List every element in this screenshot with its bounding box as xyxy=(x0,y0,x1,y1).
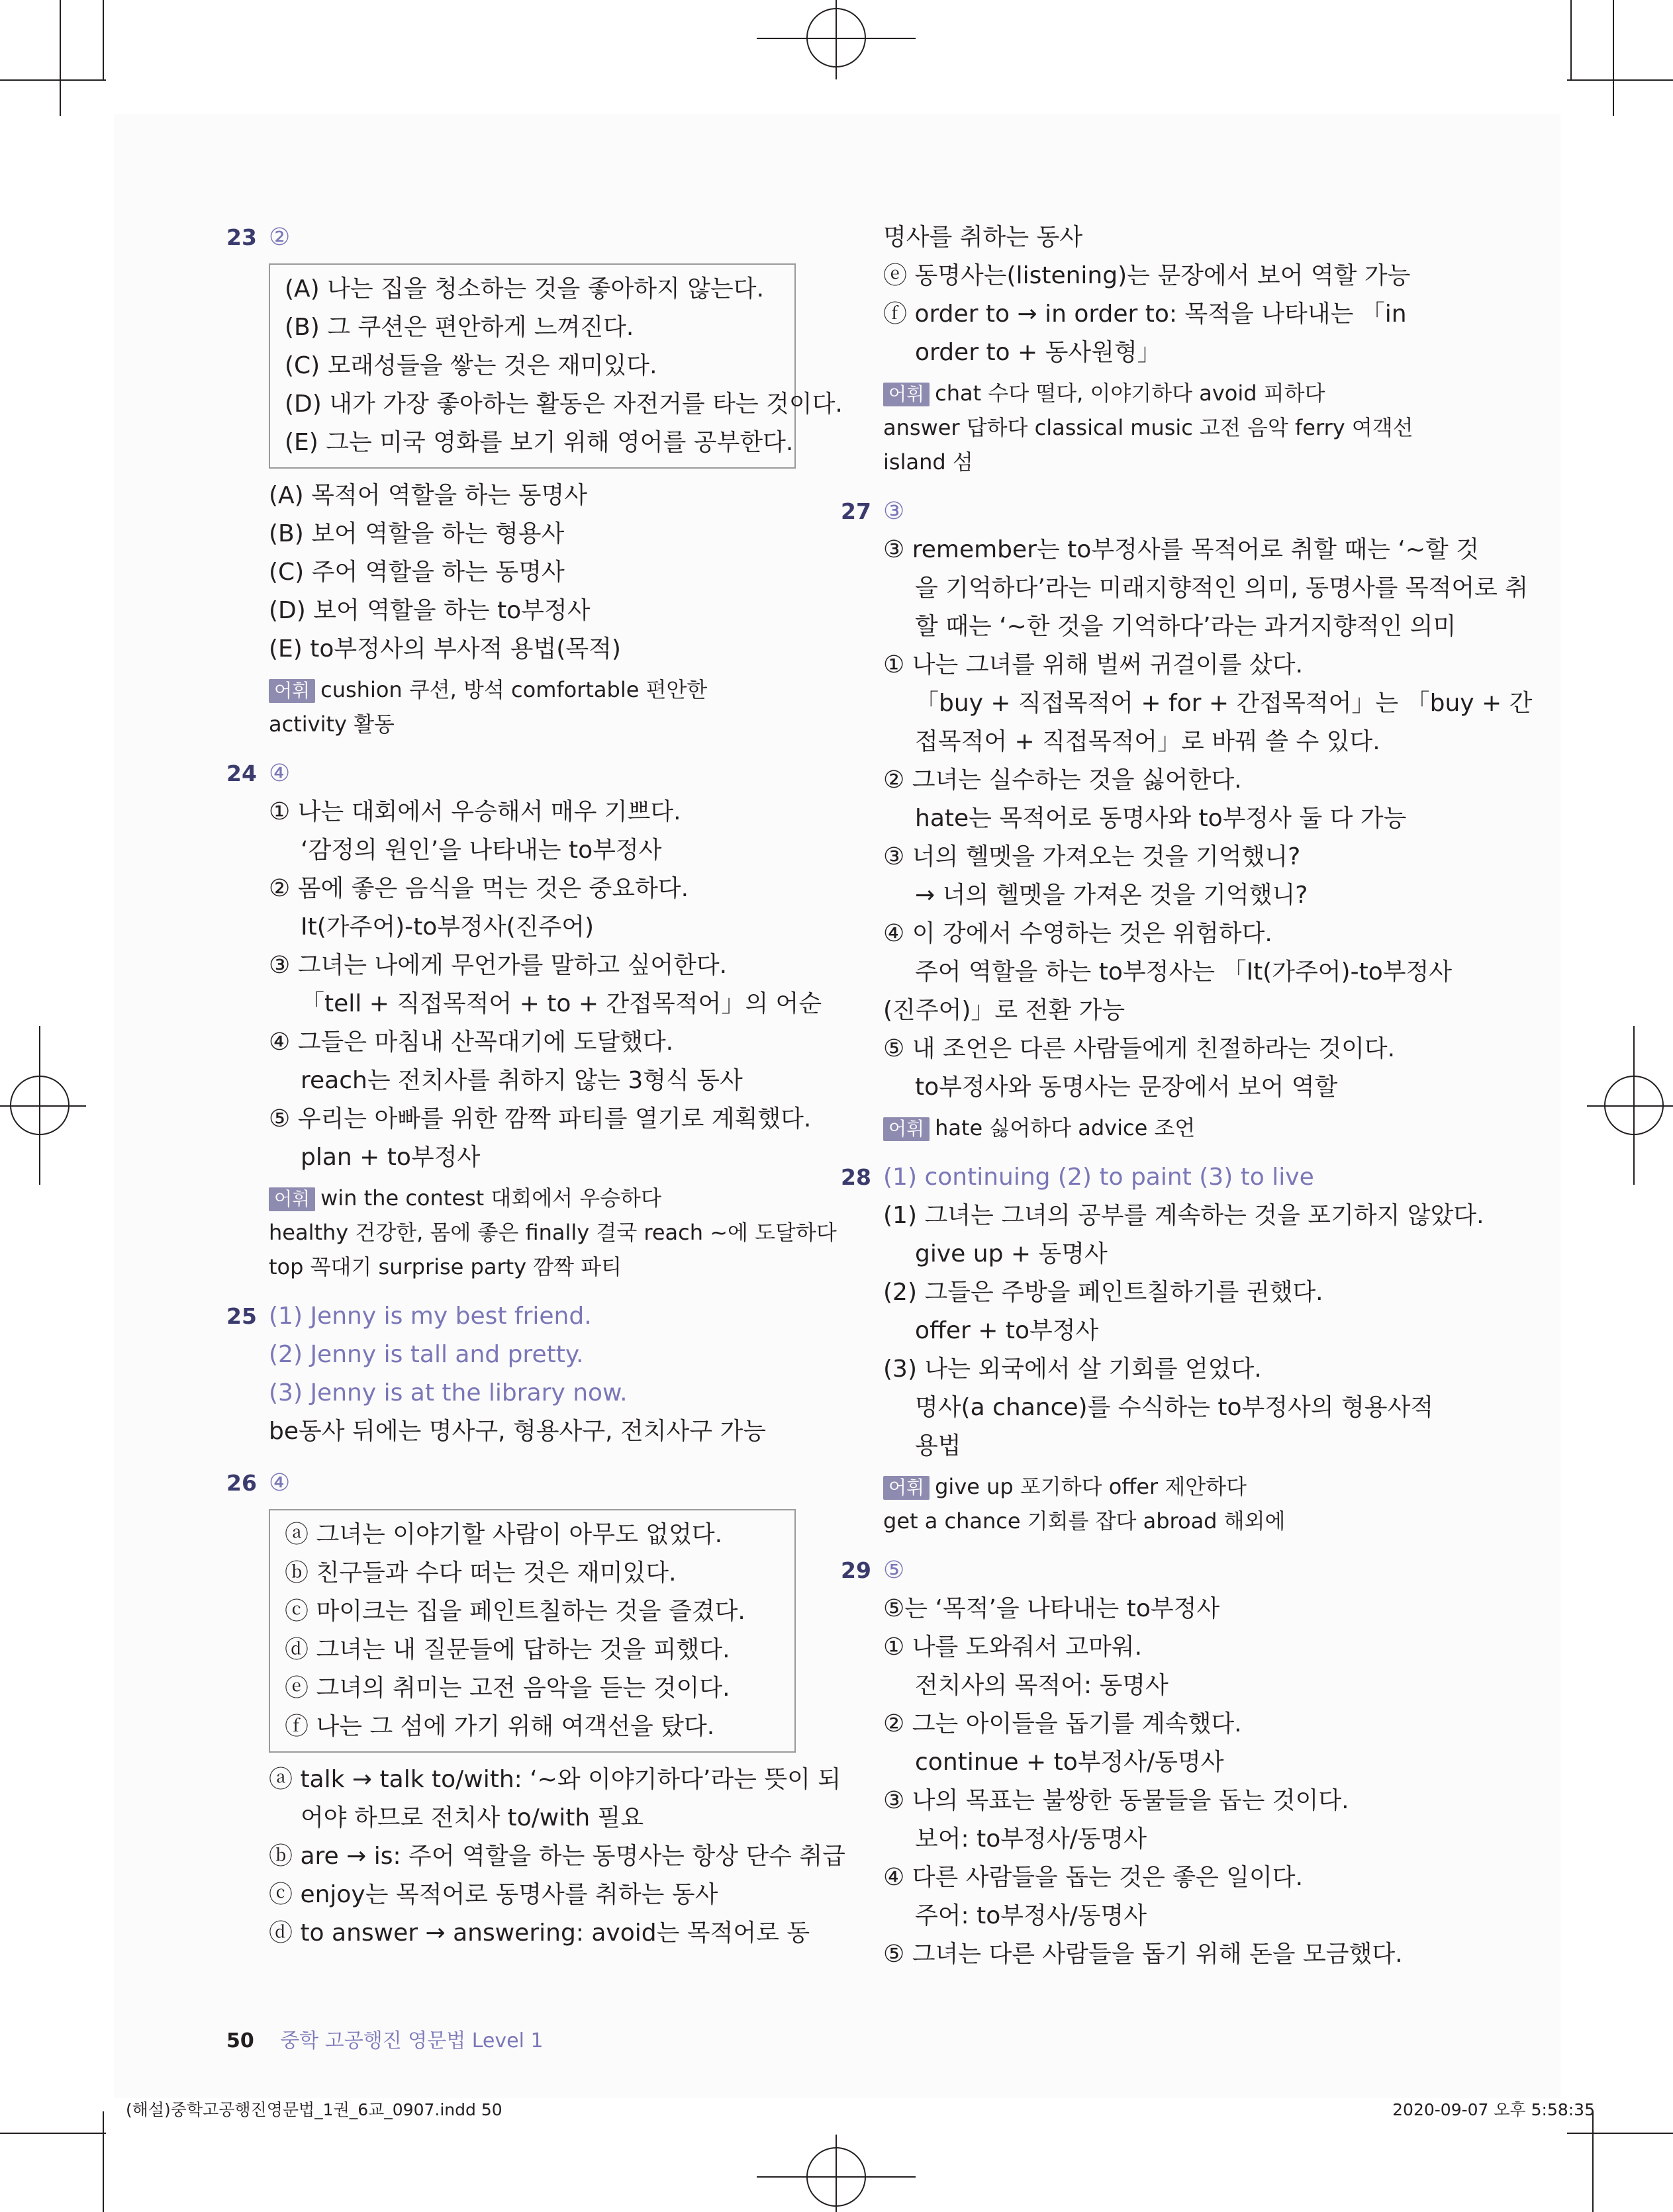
crop-mark xyxy=(1613,0,1614,116)
explanation-line: (D) 보어 역할을 하는 to부정사 xyxy=(269,597,591,624)
answer-line: (1) Jenny is my best friend. xyxy=(269,1303,592,1330)
question-answer: ④ xyxy=(269,760,291,787)
explanation-line: ② 몸에 좋은 음식을 먹는 것은 중요하다. xyxy=(269,875,689,902)
registration-mark xyxy=(1633,1026,1635,1185)
right-column xyxy=(841,218,1533,1987)
explanation-line: give up + 동명사 xyxy=(915,1240,1108,1267)
question-answer: ⑤ xyxy=(883,1557,905,1584)
explanation-line: ② 그는 아이들을 돕기를 계속했다. xyxy=(883,1710,1242,1737)
slug-timestamp: 2020-09-07 오후 5:58:35 xyxy=(1392,2100,1595,2119)
explanation-line: ⓓ to answer → answering: avoid는 목적어로 동 xyxy=(269,1919,810,1947)
question-number: 27 xyxy=(841,498,871,524)
explanation-line: ① 나는 대회에서 우승해서 매우 기쁘다. xyxy=(269,798,681,825)
box-sentence: ⓔ 그녀의 취미는 고전 음악을 듣는 것이다. xyxy=(285,1675,730,1702)
explanation-line: ⑤는 ‘목적’을 나타내는 to부정사 xyxy=(883,1595,1220,1622)
vocab-tag: 어휘 xyxy=(883,383,930,406)
left-column xyxy=(226,218,845,1966)
explanation-line: reach는 전치사를 취하지 않는 3형식 동사 xyxy=(301,1067,743,1094)
explanation-line: ⑤ 그녀는 다른 사람들을 돕기 위해 돈을 모금했다. xyxy=(883,1941,1403,1968)
explanation-line: (진주어)」로 전환 가능 xyxy=(883,997,1125,1024)
question-number: 28 xyxy=(841,1164,871,1190)
explanation-line: (2) 그들은 주방을 페인트칠하기를 권했다. xyxy=(883,1279,1323,1306)
crop-mark xyxy=(103,2111,104,2212)
crop-mark xyxy=(60,0,61,116)
registration-mark xyxy=(0,1105,86,1107)
answer-line: (3) Jenny is at the library now. xyxy=(269,1379,628,1406)
question-block xyxy=(841,1158,1484,1538)
vocab-line: 어휘 cushion 쿠션, 방석 comfortable 편안한 xyxy=(269,672,796,707)
vocabulary-note xyxy=(883,376,1413,479)
vocab-line: top 꼭대기 surprise party 깜짝 파티 xyxy=(269,1254,622,1279)
answer-line: (2) Jenny is tall and pretty. xyxy=(269,1341,584,1368)
explanation-line: (3) 나는 외국에서 살 기회를 얻었다. xyxy=(883,1356,1262,1383)
box-sentence: (E) 그는 미국 영화를 보기 위해 영어를 공부한다. xyxy=(285,429,794,456)
vocab-tag: 어휘 xyxy=(269,679,315,703)
vocab-line: get a chance 기회를 잡다 abroad 해외에 xyxy=(883,1508,1286,1534)
vocab-line: 어휘 chat 수다 떨다, 이야기하다 avoid 피하다 xyxy=(883,376,1410,410)
vocab-line: 어휘 hate 싫어하다 advice 조언 xyxy=(883,1111,1410,1145)
explanation-line: 「buy + 직접목적어 + for + 간접목적어」는 「buy + 간 xyxy=(915,690,1533,717)
explanation-line: ③ 그녀는 나에게 무언가를 말하고 싶어한다. xyxy=(269,952,728,979)
explanation-line: ① 나는 그녀를 위해 벌써 귀걸이를 샀다. xyxy=(883,651,1304,678)
explanation-line: ‘감정의 원인’을 나타내는 to부정사 xyxy=(301,837,662,864)
question-number: 26 xyxy=(226,1470,257,1496)
question-block xyxy=(226,1297,796,1451)
question-block xyxy=(226,755,837,1284)
crop-mark xyxy=(1592,2111,1594,2212)
vocab-tag: 어휘 xyxy=(883,1476,930,1500)
explanation-line: ⓔ 동명사는(listening)는 문장에서 보어 역할 가능 xyxy=(883,262,1411,289)
explanation-line: (B) 보어 역할을 하는 형용사 xyxy=(269,520,565,547)
explanation-line: continue + to부정사/동명사 xyxy=(915,1749,1224,1776)
crop-mark xyxy=(0,79,106,81)
explanation-line: 어야 하므로 전치사 to/with 필요 xyxy=(301,1804,644,1831)
box-sentence: ⓐ 그녀는 이야기할 사람이 아무도 없었다. xyxy=(285,1521,723,1548)
box-sentence: (B) 그 쿠션은 편안하게 느껴진다. xyxy=(285,314,634,341)
sentence-box xyxy=(269,1509,796,1753)
box-sentence: (D) 내가 가장 좋아하는 활동은 자전거를 타는 것이다. xyxy=(285,391,843,418)
explanation-line: ③ 너의 헬멧을 가져오는 것을 기억했니? xyxy=(883,843,1301,870)
box-sentence: ⓕ 나는 그 섬에 가기 위해 여객선을 탔다. xyxy=(285,1713,715,1740)
slug-file: (해설)중학고공행진영문법_1권_6교_0907.indd 50 xyxy=(126,2100,502,2119)
question-number: 23 xyxy=(226,224,257,250)
explanation-line: → 너의 헬멧을 가져온 것을 기억했니? xyxy=(915,882,1308,909)
question-number: 24 xyxy=(226,760,257,786)
registration-mark xyxy=(836,0,837,79)
explanation-line: ⓕ order to → in order to: 목적을 나타내는 「in xyxy=(883,300,1407,328)
explanation-line: ⓑ are → is: 주어 역할을 하는 동명사는 항상 단수 취급 xyxy=(269,1843,845,1870)
explanation-line: (1) 그녀는 그녀의 공부를 계속하는 것을 포기하지 않았다. xyxy=(883,1202,1484,1229)
explanation-line: ⑤ 우리는 아빠를 위한 깜짝 파티를 열기로 계획했다. xyxy=(269,1105,812,1132)
explanation-line: ③ 나의 목표는 불쌍한 동물들을 돕는 것이다. xyxy=(883,1787,1349,1814)
question-block xyxy=(841,218,1413,479)
explanation-line: ④ 다른 사람들을 돕는 것은 좋은 일이다. xyxy=(883,1864,1304,1891)
vocab-tag: 어휘 xyxy=(269,1187,315,1211)
explanation-line: 할 때는 ‘~한 것을 기억하다’라는 과거지향적인 의미 xyxy=(915,613,1457,640)
box-sentence: (C) 모래성들을 쌓는 것은 재미있다. xyxy=(285,352,657,379)
explanation-line: 용법 xyxy=(915,1432,961,1459)
explanation-line: (E) to부정사의 부사적 용법(목적) xyxy=(269,635,621,663)
explanation-line: 주어: to부정사/동명사 xyxy=(915,1902,1147,1929)
crop-mark xyxy=(1570,0,1572,79)
registration-mark xyxy=(39,1026,40,1185)
vocabulary-note xyxy=(883,1111,1410,1145)
question-answer: (1) continuing (2) to paint (3) to live xyxy=(883,1164,1314,1191)
explanation-line: to부정사와 동명사는 문장에서 보어 역할 xyxy=(915,1074,1338,1101)
registration-mark xyxy=(1587,1105,1673,1107)
box-sentence: ⓒ 마이크는 집을 페인트칠하는 것을 즐겼다. xyxy=(285,1598,745,1625)
vocabulary-note xyxy=(269,672,796,741)
box-sentence: ⓑ 친구들과 수다 떠는 것은 재미있다. xyxy=(285,1559,677,1587)
explanation-line: ⓒ enjoy는 목적어로 동명사를 취하는 동사 xyxy=(269,1881,718,1908)
explanation-line: offer + to부정사 xyxy=(915,1317,1099,1344)
vocabulary-note xyxy=(883,1469,1410,1538)
question-number: 29 xyxy=(841,1557,871,1583)
vocab-line: 어휘 give up 포기하다 offer 제안하다 xyxy=(883,1469,1410,1504)
explanation-line: hate는 목적어로 동명사와 to부정사 둘 다 가능 xyxy=(915,805,1407,832)
vocab-line: 어휘 win the contest 대회에서 우승하다 xyxy=(269,1181,796,1215)
crop-mark xyxy=(103,0,104,79)
explanation-line: plan + to부정사 xyxy=(301,1144,481,1171)
explanation-line: 명사(a chance)를 수식하는 to부정사의 형용사적 xyxy=(915,1394,1434,1421)
explanation-line: 명사를 취하는 동사 xyxy=(883,224,1083,251)
question-answer: ② xyxy=(269,224,291,251)
explanation-line: 「tell + 직접목적어 + to + 간접목적어」의 어순 xyxy=(301,990,822,1017)
explanation-line: ④ 이 강에서 수영하는 것은 위험하다. xyxy=(883,920,1272,947)
question-block xyxy=(841,1551,1410,1974)
explanation-line: It(가주어)-to부정사(진주어) xyxy=(301,913,595,941)
explanation-line: ② 그녀는 실수하는 것을 싫어한다. xyxy=(883,766,1242,794)
question-answer: ③ xyxy=(883,498,905,525)
question-block xyxy=(226,1464,845,1953)
vocab-line: island 섬 xyxy=(883,449,973,475)
explanation-line: ⓐ talk → talk to/with: ‘~와 이야기하다’라는 뜻이 되 xyxy=(269,1766,841,1793)
vocab-tag: 어휘 xyxy=(883,1117,930,1141)
page-footer xyxy=(226,2024,544,2053)
question-number: 25 xyxy=(226,1303,257,1329)
question-answer: ④ xyxy=(269,1469,291,1497)
explanation-line: ④ 그들은 마침내 산꼭대기에 도달했다. xyxy=(269,1029,674,1056)
explanation-line: 을 기억하다’라는 미래지향적인 의미, 동명사를 목적어로 취 xyxy=(915,575,1529,602)
explanation-line: 전치사의 목적어: 동명사 xyxy=(915,1672,1169,1699)
explanation-line: 주어 역할을 하는 to부정사는 「It(가주어)-to부정사 xyxy=(915,958,1453,986)
vocab-line: activity 활동 xyxy=(269,712,395,737)
question-block xyxy=(226,218,843,741)
explanation-line: order to + 동사원형」 xyxy=(915,339,1161,366)
book-title: 중학 고공행진 영문법 Level 1 xyxy=(280,2029,544,2052)
crop-mark xyxy=(0,2133,106,2134)
question-block xyxy=(841,492,1533,1145)
box-sentence: ⓓ 그녀는 내 질문들에 답하는 것을 피했다. xyxy=(285,1636,730,1663)
page-number: 50 xyxy=(226,2029,254,2052)
explanation-line: (A) 목적어 역할을 하는 동명사 xyxy=(269,482,588,509)
explanation-line: (C) 주어 역할을 하는 동명사 xyxy=(269,559,565,586)
crop-mark xyxy=(1567,2133,1673,2134)
explanation-line: ⑤ 내 조언은 다른 사람들에게 친절하라는 것이다. xyxy=(883,1035,1396,1062)
vocab-line: healthy 건강한, 몸에 좋은 finally 결국 reach ~에 도달하다 xyxy=(269,1220,837,1245)
explanation-line: 보어: to부정사/동명사 xyxy=(915,1825,1147,1853)
explanation-line: ③ remember는 to부정사를 목적어로 취할 때는 ‘~할 것 xyxy=(883,536,1480,563)
explanation-line: ① 나를 도와줘서 고마워. xyxy=(883,1634,1143,1661)
vocab-line: answer 답하다 classical music 고전 음악 ferry 여객선 xyxy=(883,415,1413,440)
crop-mark xyxy=(1567,79,1673,81)
registration-mark xyxy=(836,2135,837,2212)
explanation-line: be동사 뒤에는 명사구, 형용사구, 전치사구 가능 xyxy=(269,1418,767,1445)
box-sentence: (A) 나는 집을 청소하는 것을 좋아하지 않는다. xyxy=(285,275,765,302)
vocabulary-note xyxy=(269,1181,837,1284)
explanation-line: 접목적어 + 직접목적어」로 바꿔 쓸 수 있다. xyxy=(915,728,1380,755)
sentence-box xyxy=(269,263,843,469)
